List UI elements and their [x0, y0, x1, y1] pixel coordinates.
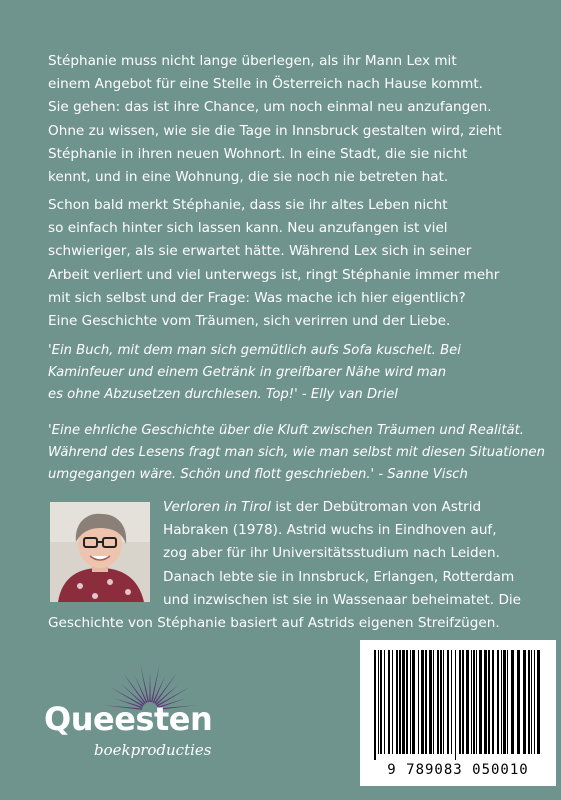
publisher-logo [44, 660, 224, 770]
author-photo [50, 502, 150, 602]
review-quote-1 [48, 340, 528, 406]
blurb-line: Stéphanie muss nicht lange überlegen, als ihr Mann Lex mit [48, 53, 457, 69]
blurb-paragraph-2 [48, 194, 528, 333]
blurb-line: Schon bald merkt Stéphanie, dass sie ihr altes Leben nicht [48, 197, 448, 213]
author-portrait-illustration [50, 502, 150, 602]
blurb-line: kennt, und in eine Wohnung, die sie noch nie betreten hat. [48, 169, 449, 186]
blurb-line: so einfach hinter sich lassen kann. Neu anzufangen ist viel [48, 220, 448, 237]
bio-line: zog aber für ihr Universitätsstudium nach Leiden. [163, 545, 500, 562]
isbn-number: 9 789083 050010 [387, 762, 529, 778]
bio-line [163, 496, 543, 519]
bio-line-rest: ist der Debütroman von Astrid [270, 499, 482, 515]
barcode [360, 640, 556, 786]
review-quote-2 [48, 420, 545, 486]
blurb-line: einem Angebot für eine Stelle in Österreich nach Hause kommt. [48, 76, 484, 93]
publisher-name: Queesten [44, 700, 213, 738]
quote-line: Kaminfeuer und einem Getränk in greifbarer Nähe wird man [48, 365, 447, 380]
bio-line: Danach lebte sie in Innsbruck, Erlangen, Rotterdam [163, 568, 515, 585]
blurb-line: Ohne zu wissen, wie sie die Tage in Innsbruck gestalten wird, zieht [48, 122, 502, 139]
bio-line: Habraken (1978). Astrid wuchs in Eindhoven auf, [163, 522, 497, 539]
blurb-line: mit sich selbst und der Frage: Was mache ich hier eigentlich? [48, 289, 466, 306]
quote-line: 'Eine ehrliche Geschichte über die Kluft zwischen Träumen und Realität. [48, 423, 524, 438]
blurb-paragraph-1 [48, 50, 528, 189]
book-title: Verloren in Tirol [163, 499, 271, 515]
quote-line: umgegangen wäre. Schön und flott geschrieben.' - Sanne Visch [48, 467, 468, 482]
blurb-line: Eine Geschichte vom Träumen, sich verirren und der Liebe. [48, 313, 451, 330]
blurb-line: schwieriger, als sie erwartet hätte. Während Lex sich in seiner [48, 243, 472, 260]
publisher-subtitle: boekproducties [94, 741, 212, 759]
author-bio [48, 496, 543, 635]
barcode-bars [370, 650, 546, 760]
quote-line: es ohne Abzusetzen durchlesen. Top!' - Elly van Driel [48, 387, 398, 402]
quote-line: 'Ein Buch, mit dem man sich gemütlich aufs Sofa kuschelt. Bei [48, 343, 461, 358]
bio-line: Geschichte von Stéphanie basiert auf Astrids eigenen Streifzügen. [48, 615, 500, 632]
bio-line: und inzwischen ist sie in Wassenaar beheimatet. Die [163, 591, 522, 608]
quote-line: Während des Lesens fragt man sich, wie man selbst mit diesen Situationen [48, 445, 545, 460]
blurb-line: Arbeit verliert und viel unterwegs ist, ringt Stéphanie immer mehr [48, 266, 500, 283]
blurb-line: Stéphanie in ihren neuen Wohnort. In eine Stadt, die sie nicht [48, 145, 468, 162]
blurb-line: Sie gehen: das ist ihre Chance, um noch einmal neu anzufangen. [48, 99, 492, 116]
